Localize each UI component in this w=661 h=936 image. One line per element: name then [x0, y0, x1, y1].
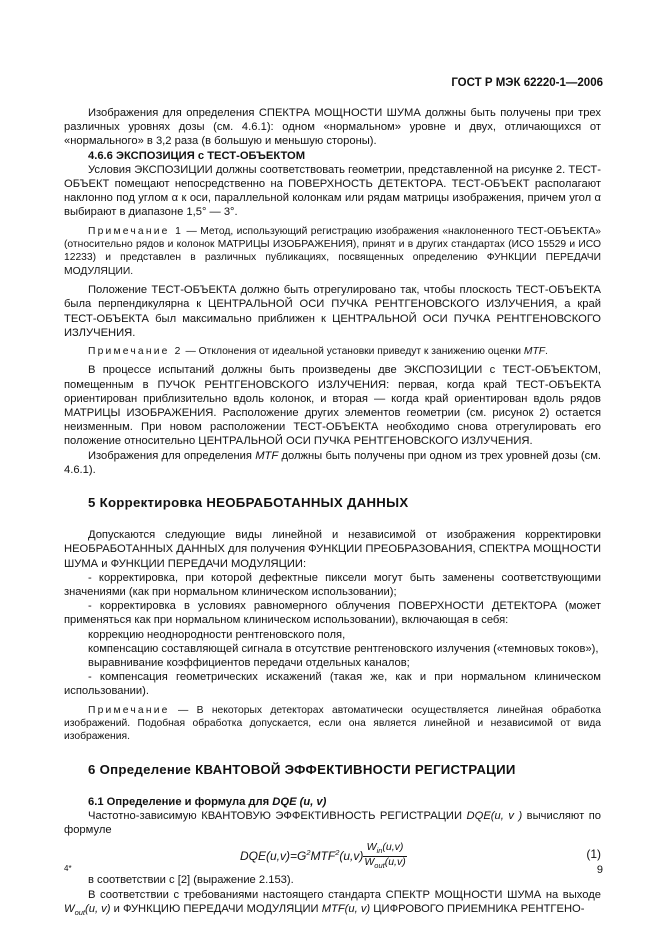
list-item: - корректировка в условиях равномерного облучения ПОВЕРХНОСТИ ДЕТЕКТОРА (может применяться как при нормальном клиническом использовании), включающая в себя: — [64, 600, 601, 627]
subsection-heading-4-6-6: 4.6.6 ЭКСПОЗИЦИЯ с ТЕСТ-ОБЪЕКТОМ — [88, 149, 306, 162]
page-number: 9 — [596, 864, 603, 876]
list-item: коррекцию неоднородности рентгеновского поля, — [88, 628, 346, 641]
subsection-heading-6-1: 6.1 Определение и формула для DQE (u, v) — [88, 795, 327, 808]
section-heading-6: 6 Определение КВАНТОВОЙ ЭФФЕКТИВНОСТИ РЕГИСТРАЦИИ — [88, 761, 516, 777]
paragraph: В процессе испытаний должны быть произведены две ЭКСПОЗИЦИИ с ТЕСТ-ОБЪЕКТОМ, помещенным в ПУЧОК РЕНТГЕНОВСКОГО ИЗЛУЧЕНИЯ: первая, когда край ТЕСТ-ОБЪЕКТА ориентирован приблизительно вдоль колонок, и вторая — когда край ориентирован вдоль рядов МАТРИЦЫ ИЗОБРАЖЕНИЯ. Расположение других элементов геометрии (см. рисунок 2) остается неизменным. При новом расположении ТЕСТ-ОБЪЕКТА необходимо снова отрегулировать его положение относительно ЦЕНТРАЛЬНОЙ ОСИ ПУЧКА РЕНТГЕНОВСКОГО ИЗЛУЧЕНИЯ. — [64, 364, 601, 448]
note-text: — Отклонения от идеальной установки приведут к занижению оценки — [182, 346, 524, 358]
formula-number: (1) — [586, 847, 601, 862]
list-item: - корректировка, при которой дефектные пиксели могут быть заменены соответствующими значениями (как при нормальном клиническом использовании); — [64, 571, 601, 598]
page-content — [64, 106, 601, 920]
list-item: выравнивание коэффициентов передачи отдельных каналов; — [88, 656, 410, 669]
list-item: компенсацию составляющей сигнала в отсутствие рентгеновского излучения («темновых токов»), — [88, 642, 599, 655]
paragraph: в соответствии с [2] (выражение 2.153). — [88, 874, 294, 887]
paragraph: Допускаются следующие виды линейной и независимой от изображения корректировки НЕОБРАБОТАННЫХ ДАННЫХ для получения ФУНКЦИИ ПРЕОБРАЗОВАНИЯ, СПЕКТРА МОЩНОСТИ ШУМА и ФУНКЦИИ ПЕРЕДАЧИ МОДУЛЯЦИИ: — [64, 529, 601, 570]
note-1 — [64, 225, 601, 279]
paragraph: В соответствии с требованиями настоящего стандарта СПЕКТР МОЩНОСТИ ШУМА на выходе $W_{out}(u$, v) и ФУНКЦИЮ ПЕРЕДАЧИ МОДУЛЯЦИИ MTF(u, v) ЦИФРОВОГО ПРИЕМНИКА РЕНТГЕНО- — [64, 888, 601, 917]
paragraph: Изображения для определения MTF должны быть получены при одном из трех уровней дозы (см. 4.6.1). — [64, 449, 602, 476]
note-2: Примечание 2 — Отклонения от идеальной установки приведут к занижению оценки MTF. — [88, 346, 548, 358]
note-label: Примечание — [88, 704, 170, 716]
note-3 — [64, 704, 601, 744]
formula-dqe: $DQE(u,v)=G^2MTF^2(u,v)$ $\frac{W_{in}(u,v)}{W_{out}(u,v)}$ (1) — [240, 841, 601, 871]
paragraph: Условия ЭКСПОЗИЦИИ должны соответствовать геометрии, представленной на рисунке 2. ТЕСТ-ОБЪЕКТ помещают непосредственно на ПОВЕРХНОСТЬ ДЕТЕКТОРА. ТЕСТ-ОБЪЕКТ располагают наклонно под углом α к оси, параллельной колонкам или рядам матрицы изображения, причем угол α выбирают в диапазоне 1,5° — 3°. — [64, 163, 601, 219]
paragraph: Положение ТЕСТ-ОБЪЕКТА должно быть отрегулировано так, чтобы плоскость ТЕСТ-ОБЪЕКТА была перпендикулярна к ЦЕНТРАЛЬНОЙ ОСИ ПУЧКА РЕНТГЕНОВСКОГО ИЗЛУЧЕНИЯ, а край ТЕСТ-ОБЪЕКТА был максимально приближен к ЦЕНТРАЛЬНОЙ ОСИ ПУЧКА РЕНТГЕНОВСКОГО ИЗЛУЧЕНИЯ. — [64, 284, 601, 339]
note-label: Примечание 1 — [88, 225, 184, 237]
paragraph: Изображения для определения СПЕКТРА МОЩНОСТИ ШУМА должны быть получены при трех различных уровнях дозы (см. 4.6.1): одном «нормальном» уровне и двух, отличающихся от «нормального» в 3,2 раза (в большую и меньшую стороны). — [64, 107, 601, 148]
standard-header: ГОСТ Р МЭК 62220-1—2006 — [451, 77, 603, 89]
note-label: Примечание 2 — [88, 346, 183, 358]
note-text: — Метод, использующий регистрацию изображения «наклоненного ТЕСТ-ОБЪЕКТА» (относительно рядов и колонок МАТРИЦЫ ИЗОБРАЖЕНИЯ), принят и в других стандартах (ИСО 15529 и ИСО 12233) и представлен в различных публикациях, посвященных определению ФУНКЦИИ ПЕРЕДАЧИ МОДУЛЯЦИИ. — [64, 225, 602, 277]
section-heading-5: 5 Корректировка НЕОБРАБОТАННЫХ ДАННЫХ — [88, 495, 409, 511]
paragraph: Частотно-зависимую КВАНТОВУЮ ЭФФЕКТИВНОСТЬ РЕГИСТРАЦИИ DQE(u, v ) вычисляют по формуле — [64, 809, 601, 837]
note-mtf: MTF — [523, 346, 546, 358]
footer-sheet-mark: 4* — [64, 864, 72, 873]
list-item: - компенсация геометрических искажений (такая же, как и при нормальном клиническом использовании). — [64, 671, 601, 698]
note-text: — В некоторых детекторах автоматически осуществляется линейная обработка изображений. Подобная обработка допускается, если она является линейной и независимой от вида изображения. — [64, 704, 601, 743]
